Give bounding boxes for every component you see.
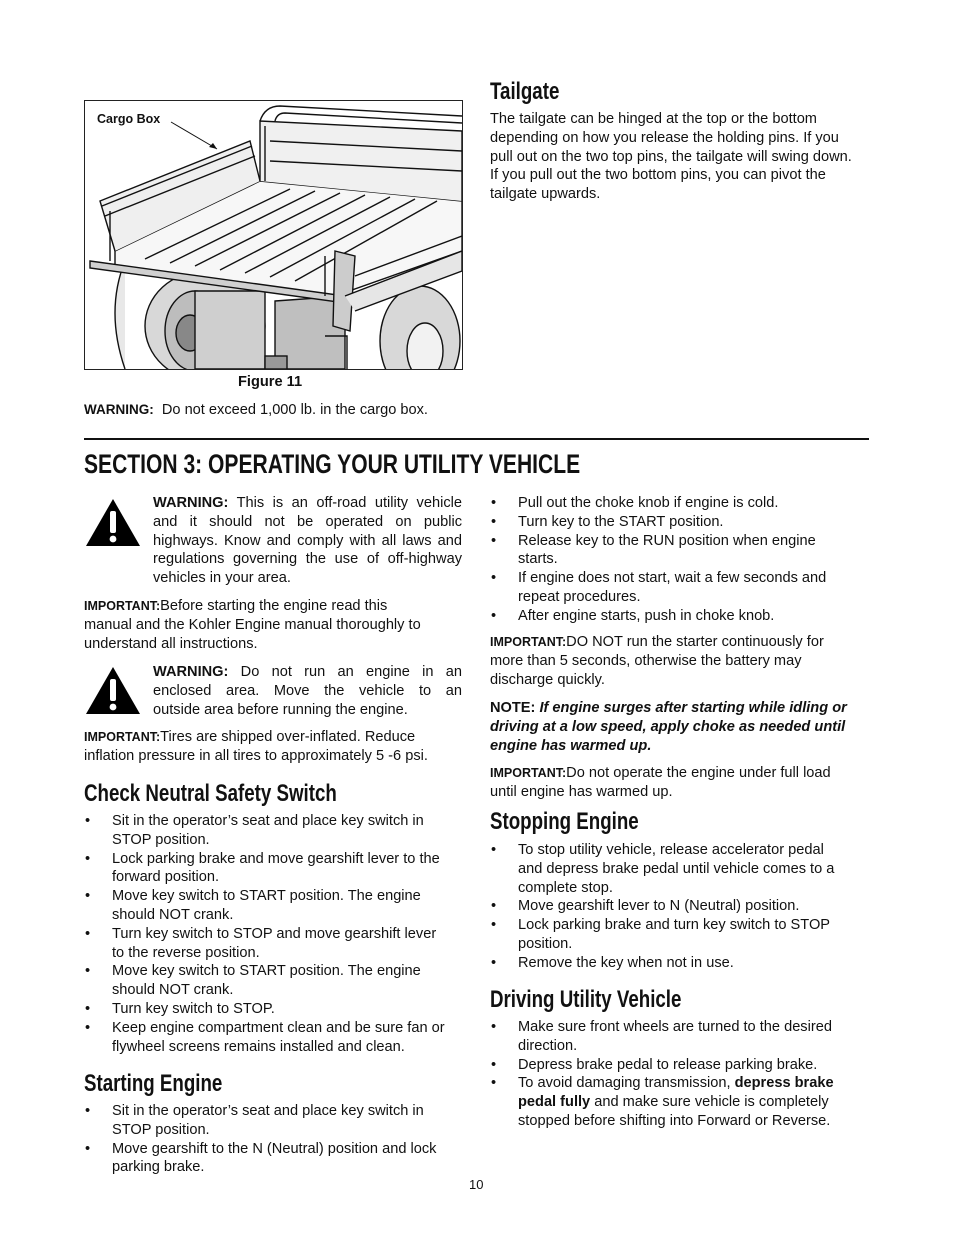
important-starter	[490, 633, 875, 689]
list-item-line: starts.	[518, 551, 558, 568]
bullet-icon: •	[491, 495, 497, 511]
bullet-icon: •	[491, 532, 497, 549]
bullet-icon: •	[85, 1140, 91, 1157]
tailgate-paragraph	[490, 110, 875, 204]
list-item-line	[518, 1074, 875, 1093]
figure-callout-cargo-box: Cargo Box	[97, 112, 161, 126]
list-item-line	[518, 1093, 875, 1112]
important-read-manual	[84, 597, 464, 653]
check-neutral-heading: Check Neutral Safety Switch	[84, 780, 337, 807]
list-item	[490, 954, 875, 973]
list-item-line: STOP position.	[112, 1121, 210, 1138]
important-label: IMPORTANT:	[84, 730, 161, 744]
section-title: SECTION 3: OPERATING YOUR UTILITY VEHICLE	[84, 449, 581, 479]
list-item	[84, 1000, 469, 1019]
list-item	[490, 1018, 875, 1056]
note-label: NOTE:	[490, 700, 536, 716]
important-tires	[84, 728, 469, 766]
warning-offroad	[153, 494, 462, 588]
note-choke	[490, 699, 875, 755]
bullet-icon: •	[85, 813, 91, 829]
bullet-icon: •	[491, 917, 497, 934]
list-item	[490, 532, 875, 570]
list-item	[490, 841, 875, 897]
important-line: Do not operate the engine under full load	[566, 765, 831, 781]
bullet-icon: •	[85, 925, 91, 942]
list-item-line: parking brake.	[112, 1159, 205, 1176]
list-item-line: complete stop.	[518, 879, 613, 896]
list-item-line: STOP position.	[112, 831, 210, 848]
figure-warning	[84, 401, 428, 420]
bullet-icon: •	[85, 850, 91, 867]
important-line: more than 5 seconds, otherwise the battery may	[490, 652, 802, 669]
important-label: IMPORTANT:	[490, 766, 567, 780]
check-neutral-list	[84, 812, 469, 1056]
tailgate-heading: Tailgate	[490, 78, 560, 105]
page-number: 10	[469, 1177, 484, 1192]
list-item-line: direction.	[518, 1037, 578, 1054]
list-item-line: Make sure front wheels are turned to the desired	[518, 1019, 832, 1035]
tailgate-line: The tailgate can be hinged at the top or the bottom	[490, 111, 817, 127]
important-line: DO NOT run the starter continuously for	[566, 634, 824, 650]
cargo-box-illustration	[85, 101, 462, 369]
list-item	[84, 812, 469, 850]
list-item-line: Sit in the operator’s seat and place key switch in	[112, 1103, 424, 1119]
list-item-line: Move key switch to START position. The engine	[112, 963, 421, 980]
bullet-icon: •	[491, 842, 497, 858]
list-item-line: forward position.	[112, 869, 220, 886]
text-run-bold: depress brake	[734, 1075, 834, 1092]
list-item	[490, 916, 875, 954]
bullet-icon: •	[491, 954, 497, 971]
list-item	[490, 1074, 875, 1130]
list-item-line: To stop utility vehicle, release accelerator pedal	[518, 842, 824, 858]
list-item	[84, 1019, 469, 1057]
important-line: understand all instructions.	[84, 635, 258, 652]
warning-line: This is an off-road utility vehicle	[228, 495, 462, 511]
list-item-line: Remove the key when not in use.	[518, 954, 734, 971]
list-item	[84, 1102, 469, 1140]
list-item	[84, 962, 469, 1000]
text-run: To avoid damaging transmission,	[518, 1075, 735, 1092]
list-item-line: Move gearshift lever to N (Neutral) position.	[518, 898, 800, 915]
warning-line: enclosed area. Move the vehicle to an	[153, 682, 462, 699]
tailgate-line: If you pull out the two bottom pins, you can pivot the	[490, 167, 826, 184]
tailgate-line: tailgate upwards.	[490, 186, 601, 203]
warning-triangle-icon	[84, 665, 142, 717]
list-item	[490, 513, 875, 532]
warning-triangle-icon	[84, 497, 142, 549]
driving-list	[490, 1018, 875, 1131]
list-item-line: and depress brake pedal until vehicle comes to a	[518, 860, 835, 877]
starting-engine-list-right	[490, 494, 875, 626]
figure-caption: Figure 11	[238, 374, 303, 390]
warning-line: highways. Know and comply with all laws and	[153, 532, 462, 549]
note-line: driving at a low speed, apply choke as needed until	[490, 718, 846, 735]
text-run-bold: pedal fully	[518, 1094, 591, 1111]
list-item-line: repeat procedures.	[518, 588, 641, 605]
list-item-line: Move key switch to START position. The engine	[112, 888, 421, 905]
list-item	[84, 925, 469, 963]
warning-text: Do not exceed 1,000 lb. in the cargo box.	[161, 402, 428, 418]
warning-label: WARNING:	[153, 495, 229, 511]
bullet-icon: •	[491, 898, 497, 915]
important-line: Before starting the engine read this	[160, 598, 388, 614]
bullet-icon: •	[491, 607, 497, 624]
bullet-icon: •	[85, 963, 91, 980]
list-item-line: should NOT crank.	[112, 982, 234, 999]
driving-heading: Driving Utility Vehicle	[490, 986, 682, 1013]
warning-line: outside area before running the engine.	[153, 701, 408, 718]
list-item-line: Pull out the choke knob if engine is cold.	[518, 495, 779, 511]
bullet-icon: •	[491, 1056, 497, 1073]
list-item	[490, 607, 875, 626]
figure-11-image	[84, 100, 463, 370]
starting-engine-heading: Starting Engine	[84, 1070, 223, 1097]
list-item	[84, 887, 469, 925]
list-item-line: If engine does not start, wait a few seconds and	[518, 570, 827, 587]
important-line: inflation pressure in all tires to approximately 5 -6 psi.	[84, 747, 428, 764]
note-line: engine has warmed up.	[490, 737, 652, 754]
warning-line: Do not run an engine in an	[228, 664, 462, 680]
list-item-line: Turn key switch to STOP and move gearshift lever	[112, 925, 437, 942]
list-item-line: Depress brake pedal to release parking brake.	[518, 1056, 818, 1073]
list-item-line: Turn key switch to STOP.	[112, 1000, 275, 1017]
list-item-line: Release key to the RUN position when engine	[518, 532, 816, 549]
warning-line: regulations governing the use of off-highway	[153, 551, 462, 568]
warning-label: WARNING:	[153, 664, 229, 680]
note-line: If engine surges after starting while idling or	[535, 700, 847, 716]
list-item	[84, 1140, 469, 1178]
bullet-icon: •	[491, 1019, 497, 1035]
list-item-line: should NOT crank.	[112, 906, 234, 923]
important-label: IMPORTANT:	[490, 635, 567, 649]
list-item	[490, 1056, 875, 1075]
list-item-line: Sit in the operator’s seat and place key switch in	[112, 813, 424, 829]
text-run: and make sure vehicle is completely	[590, 1094, 829, 1111]
tailgate-line: pull out on the two top pins, the tailgate will swing down.	[490, 148, 852, 165]
important-line: until engine has warmed up.	[490, 783, 673, 800]
bullet-icon: •	[85, 888, 91, 905]
starting-engine-list-left	[84, 1102, 469, 1177]
list-item-line: Keep engine compartment clean and be sure fan or	[112, 1019, 445, 1036]
warning-label: WARNING:	[84, 402, 154, 417]
list-item-line: Move gearshift to the N (Neutral) position and lock	[112, 1140, 437, 1157]
warning-line: vehicles in your area.	[153, 570, 291, 587]
section-divider	[84, 438, 869, 440]
list-item-line: Turn key to the START position.	[518, 513, 724, 530]
list-item	[490, 569, 875, 607]
important-line: discharge quickly.	[490, 671, 605, 688]
list-item-line: flywheel screens remains installed and clean.	[112, 1038, 405, 1055]
list-item-line: to the reverse position.	[112, 944, 260, 961]
list-item-line: Lock parking brake and turn key switch to STOP	[518, 917, 831, 934]
important-label: IMPORTANT:	[84, 599, 161, 613]
list-item-line: Lock parking brake and move gearshift lever to the	[112, 850, 440, 867]
bullet-icon: •	[491, 513, 497, 530]
bullet-icon: •	[85, 1000, 91, 1017]
important-full-load	[490, 764, 875, 802]
list-item	[490, 897, 875, 916]
bullet-icon: •	[491, 1075, 497, 1092]
important-line: Tires are shipped over-inflated. Reduce	[160, 729, 416, 745]
warning-enclosed-area	[153, 663, 462, 719]
stopping-engine-heading: Stopping Engine	[490, 808, 639, 835]
list-item	[84, 850, 469, 888]
bullet-icon: •	[85, 1103, 91, 1119]
bullet-icon: •	[491, 570, 497, 587]
list-item-line: After engine starts, push in choke knob.	[518, 607, 775, 624]
list-item-line: position.	[518, 935, 573, 952]
tailgate-line: depending on how you release the holding pins. If you	[490, 129, 839, 146]
list-item	[490, 494, 875, 513]
bullet-icon: •	[85, 1019, 91, 1036]
list-item-line: stopped before shifting into Forward or Reverse.	[518, 1112, 831, 1129]
important-line: manual and the Kohler Engine manual thoroughly to	[84, 616, 421, 633]
warning-line: and it should not be operated on public	[153, 513, 462, 530]
stopping-engine-list	[490, 841, 875, 973]
